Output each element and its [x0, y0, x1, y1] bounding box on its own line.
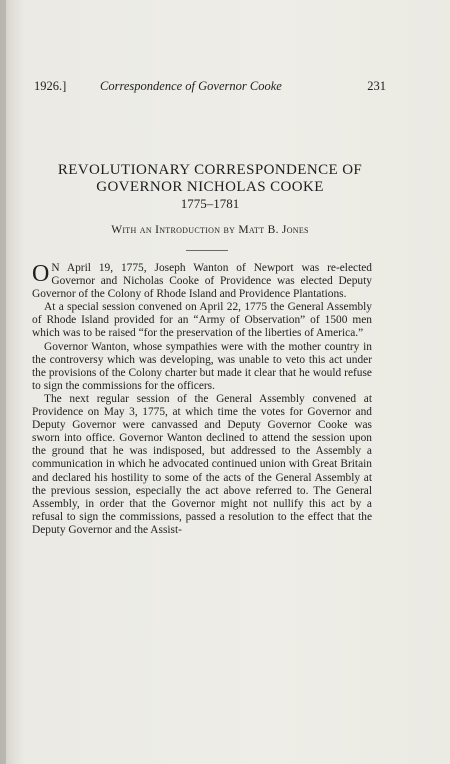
article-body	[32, 262, 372, 537]
section-rule	[186, 250, 228, 251]
page-gutter-shadow	[0, 0, 6, 764]
paragraph-4: The next regular session of the General Assembly convened at Providence on May 3, 1775, at which time the votes for Governor and Deputy Governor were canvassed and Deputy Governor Cooke was sworn into office. Governor Wanton declined to attend the session upon the ground that he was indisposed, but addressed to the Assembly a communication in which he advocated continued union with Great Britain and declared his hostility to some of the acts of the General Assembly at the previous session, especially the act above referred to. The General Assembly, in order that the Governor might not nullify this act by a refusal to sign the commissions, passed a resolution to the effect that the Deputy Governor and the Assist-	[32, 392, 372, 536]
article-title-line-1: REVOLUTIONARY CORRESPONDENCE OF	[57, 162, 363, 178]
article-heading	[0, 162, 420, 212]
paragraph-1	[32, 262, 372, 301]
introduction-byline: With an Introduction by Matt B. Jones	[111, 224, 309, 236]
paragraph-2: At a special session convened on April 22, 1775 the General Assembly of Rhode Island provided for an “Army of Observation” of 1500 men which was to be raised “for the preservation of the liberties of America.”	[32, 301, 372, 340]
page-number: 231	[367, 79, 386, 93]
running-head-year: 1926.]	[34, 79, 67, 93]
article-title-line-2: GOVERNOR NICHOLAS COOKE	[96, 179, 324, 195]
paragraph-3: Governor Wanton, whose sympathies were with the mother country in the controversy which was developing, was unable to veto this act under the provisions of the Colony charter but made it clear that he would refuse to sign the commissions for the officers.	[32, 340, 372, 392]
drop-cap: O	[32, 261, 50, 287]
article-dates: 1775–1781	[180, 196, 240, 211]
paragraph-1-text: N April 19, 1775, Joseph Wanton of Newport was re-elected Governor and Nicholas Cooke of Providence was elected Deputy Governor of the Colony of Rhode Island and Providence Plantations.	[32, 262, 372, 301]
running-head-title: Correspondence of Governor Cooke	[100, 79, 282, 93]
